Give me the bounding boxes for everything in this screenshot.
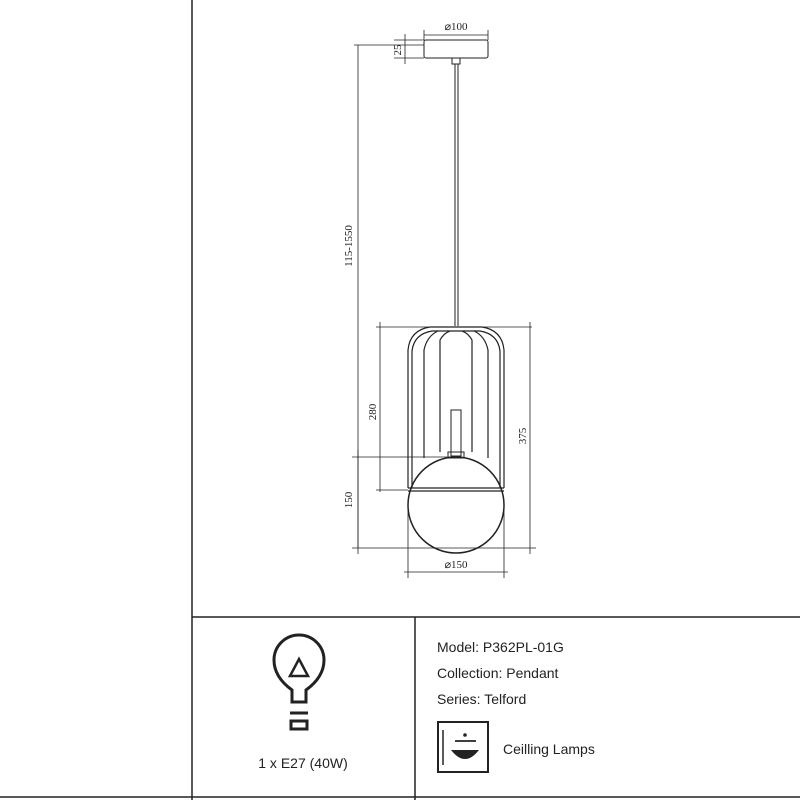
wire-cage (408, 327, 504, 491)
dim-cage-height (376, 322, 430, 492)
dim-canopy-diameter-label: ⌀100 (444, 21, 468, 33)
glass-globe (408, 457, 504, 553)
lamp-holder (451, 410, 461, 456)
dim-globe-height (352, 450, 456, 554)
collection-label: Collection: Pendant (437, 665, 559, 681)
dim-shade-height-label: 375 (517, 427, 529, 445)
lamp-drawing (343, 21, 536, 578)
dim-globe-height-label: 150 (343, 491, 355, 509)
dim-cage-height-label: 280 (367, 403, 379, 421)
dim-total-drop (352, 45, 456, 548)
canopy-stem (452, 58, 460, 64)
dim-total-drop-label: 115-1550 (343, 225, 355, 267)
dim-globe-diameter-label: ⌀150 (444, 559, 468, 571)
category-label: Ceilling Lamps (503, 741, 595, 757)
canopy (424, 40, 488, 58)
model-label: Model: P362PL-01G (437, 639, 564, 655)
ceiling-lamp-icon (438, 722, 488, 772)
light-bulb-icon (274, 635, 324, 729)
series-label: Series: Telford (437, 691, 527, 707)
dim-canopy-height-label: 25 (392, 44, 404, 56)
bulb-spec-label: 1 x E27 (40W) (258, 755, 348, 771)
